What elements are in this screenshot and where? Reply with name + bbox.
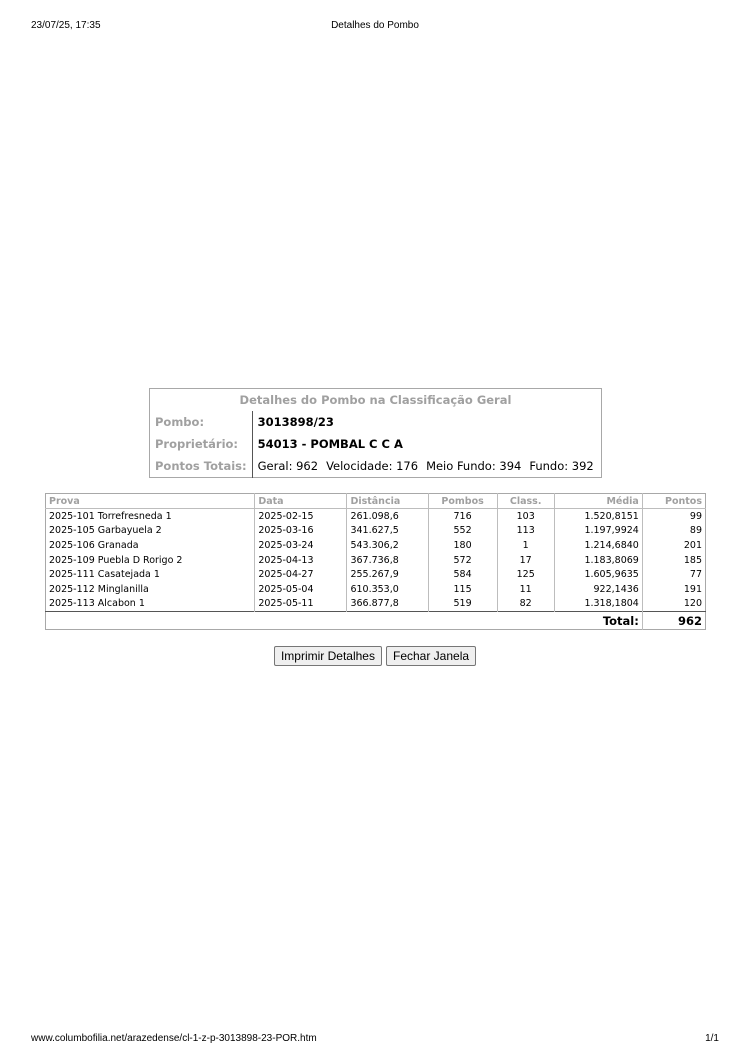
cell-pombos: 115 bbox=[428, 582, 497, 597]
cell-class: 125 bbox=[497, 567, 554, 582]
pombo-value: 3013898/23 bbox=[257, 415, 334, 429]
pombo-label: Pombo: bbox=[150, 411, 253, 433]
cell-prova: 2025-112 Minglanilla bbox=[46, 582, 255, 597]
cell-pombos: 519 bbox=[428, 597, 497, 612]
col-header-media: Média bbox=[554, 494, 642, 509]
points-breakdown bbox=[252, 455, 601, 478]
cell-distancia: 610.353,0 bbox=[347, 582, 428, 597]
cell-distancia: 341.627,5 bbox=[347, 524, 428, 539]
print-details-button[interactable]: Imprimir Detalhes bbox=[274, 646, 382, 666]
points-velocidade: Velocidade: 176 bbox=[326, 459, 419, 473]
total-row bbox=[46, 612, 706, 630]
cell-pontos: 77 bbox=[689, 569, 702, 581]
total-value: 962 bbox=[642, 612, 705, 630]
col-header-class: Class. bbox=[497, 494, 554, 509]
table-row bbox=[46, 509, 706, 524]
cell-media: 1.520,8151 bbox=[554, 509, 642, 524]
cell-data: 2025-04-27 bbox=[255, 567, 347, 582]
cell-class: 82 bbox=[497, 597, 554, 612]
cell-media: 1.605,9635 bbox=[554, 567, 642, 582]
cell-prova: 2025-101 Torrefresneda 1 bbox=[46, 509, 255, 524]
cell-pombos: 572 bbox=[428, 553, 497, 568]
cell-media: 1.197,9924 bbox=[554, 524, 642, 539]
owner-label: Proprietário: bbox=[150, 433, 253, 455]
print-url: www.columbofilia.net/arazedense/cl-1-z-p-3013898-23-POR.htm bbox=[31, 1033, 317, 1044]
action-buttons bbox=[0, 646, 750, 666]
col-header-distancia: Distância bbox=[347, 494, 428, 509]
cell-prova: 2025-109 Puebla D Rorigo 2 bbox=[46, 553, 255, 568]
cell-distancia: 366.877,8 bbox=[347, 597, 428, 612]
cell-media: 1.183,8069 bbox=[554, 553, 642, 568]
cell-prova: 2025-105 Garbayuela 2 bbox=[46, 524, 255, 539]
cell-pontos: 201 bbox=[683, 539, 702, 551]
cell-data: 2025-04-13 bbox=[255, 553, 347, 568]
points-meio-fundo: Meio Fundo: 394 bbox=[426, 459, 522, 473]
cell-data: 2025-05-11 bbox=[255, 597, 347, 612]
print-title: Detalhes do Pombo bbox=[331, 20, 419, 31]
cell-pontos: 191 bbox=[683, 583, 702, 595]
table-row bbox=[46, 597, 706, 612]
print-footer bbox=[0, 1033, 750, 1047]
cell-pontos: 89 bbox=[689, 525, 702, 537]
results-table bbox=[45, 493, 706, 630]
cell-data: 2025-03-24 bbox=[255, 538, 347, 553]
cell-class: 1 bbox=[497, 538, 554, 553]
points-geral: Geral: 962 bbox=[257, 459, 319, 473]
points-label: Pontos Totais: bbox=[150, 455, 253, 478]
cell-class: 11 bbox=[497, 582, 554, 597]
col-header-prova: Prova bbox=[46, 494, 255, 509]
col-header-pontos: Pontos bbox=[642, 494, 705, 509]
cell-pombos: 180 bbox=[428, 538, 497, 553]
pigeon-summary bbox=[149, 388, 602, 478]
cell-class: 17 bbox=[497, 553, 554, 568]
cell-prova: 2025-113 Alcabon 1 bbox=[46, 597, 255, 612]
cell-pombos: 584 bbox=[428, 567, 497, 582]
cell-prova: 2025-111 Casatejada 1 bbox=[46, 567, 255, 582]
cell-data: 2025-03-16 bbox=[255, 524, 347, 539]
cell-media: 1.318,1804 bbox=[554, 597, 642, 612]
summary-caption: Detalhes do Pombo na Classificação Geral bbox=[239, 393, 512, 407]
cell-pombos: 716 bbox=[428, 509, 497, 524]
cell-pombos: 552 bbox=[428, 524, 497, 539]
table-row bbox=[46, 524, 706, 539]
table-header-row bbox=[46, 494, 706, 509]
cell-pontos: 99 bbox=[689, 510, 702, 522]
cell-media: 1.214,6840 bbox=[554, 538, 642, 553]
col-header-pombos: Pombos bbox=[428, 494, 497, 509]
cell-class: 113 bbox=[497, 524, 554, 539]
col-header-data: Data bbox=[255, 494, 347, 509]
cell-prova: 2025-106 Granada bbox=[46, 538, 255, 553]
cell-distancia: 261.098,6 bbox=[347, 509, 428, 524]
table-row bbox=[46, 538, 706, 553]
cell-pontos: 120 bbox=[683, 598, 702, 610]
print-page-number: 1/1 bbox=[705, 1033, 719, 1044]
cell-media: 922,1436 bbox=[554, 582, 642, 597]
cell-distancia: 367.736,8 bbox=[347, 553, 428, 568]
cell-data: 2025-05-04 bbox=[255, 582, 347, 597]
print-datetime: 23/07/25, 17:35 bbox=[31, 20, 101, 31]
table-row bbox=[46, 553, 706, 568]
table-row bbox=[46, 582, 706, 597]
points-fundo: Fundo: 392 bbox=[529, 459, 594, 473]
cell-pontos: 185 bbox=[683, 554, 702, 566]
close-window-button[interactable]: Fechar Janela bbox=[386, 646, 476, 666]
cell-distancia: 543.306,2 bbox=[347, 538, 428, 553]
print-header bbox=[0, 20, 750, 34]
cell-distancia: 255.267,9 bbox=[347, 567, 428, 582]
cell-data: 2025-02-15 bbox=[255, 509, 347, 524]
cell-class: 103 bbox=[497, 509, 554, 524]
total-label: Total: bbox=[46, 612, 643, 630]
table-row bbox=[46, 567, 706, 582]
owner-value: 54013 - POMBAL C C A bbox=[257, 437, 403, 451]
